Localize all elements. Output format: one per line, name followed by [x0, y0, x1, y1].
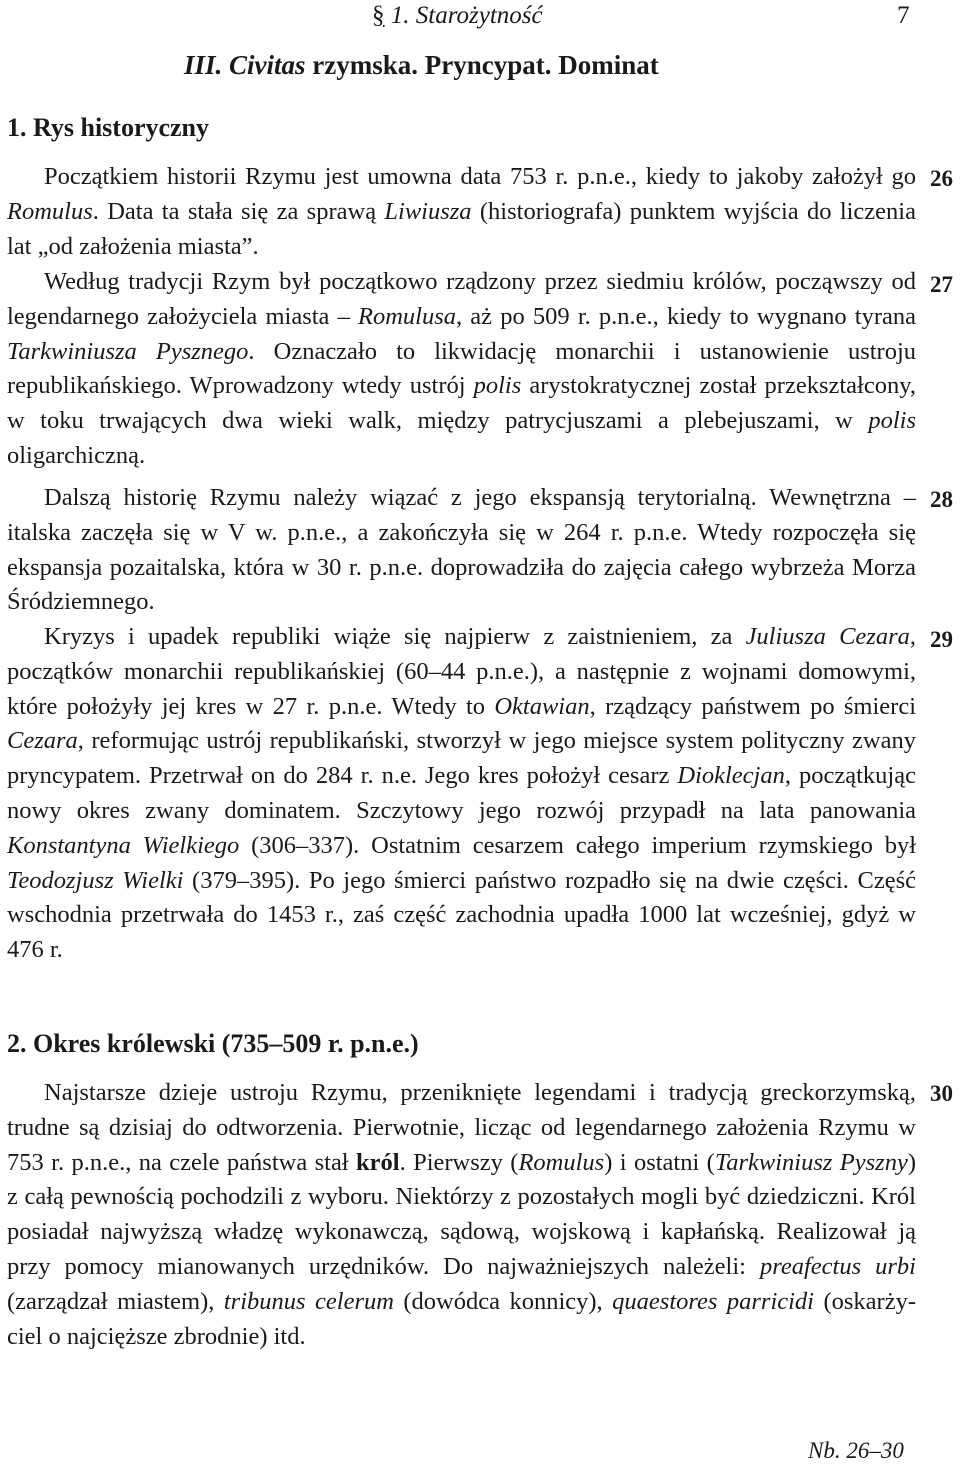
- text-run: , aż po 509 r. p.n.e., kiedy to wygnano tyrana: [456, 302, 916, 330]
- text-run: (oskarżyciel o najcięższe zbrodnie) itd.: [7, 1287, 916, 1350]
- section-symbol: §: [372, 2, 385, 29]
- chapter-title-italic: III. Civitas: [184, 50, 306, 80]
- name-tarkwiniusz: Tarkwiniusz Pyszny: [714, 1148, 908, 1176]
- paragraph-29: [7, 620, 916, 968]
- margin-number-30: 30: [930, 1081, 953, 1106]
- text-run: (dowódca konnicy),: [393, 1287, 613, 1315]
- name-dioklecjan: Dioklecjan: [677, 762, 785, 790]
- section-heading-2: 2. Okres królewski (735–509 r. p.n.e.): [7, 1029, 419, 1058]
- chapter-title-rest: rzymska. Pryncypat. Dominat: [305, 50, 659, 80]
- text-run: , początkując nowy okres zwany dominatem. Szczytowy jego rozwój przypadł na lata panowania: [7, 762, 916, 824]
- margin-number-29: 29: [930, 627, 953, 652]
- text-run: , reformując ustrój republikański, stworzył w jego miejsce system polityczny zwany pryncypatem. Przetrwał on do 284 r. n.e. Jego kres położył cesarz: [7, 727, 916, 790]
- margin-number-26: 26: [930, 166, 953, 191]
- margin-number-28: 28: [930, 487, 953, 512]
- paragraph-27: [7, 265, 916, 474]
- name-konstantyn: Konstantyna Wielkiego: [7, 831, 240, 859]
- paragraph-28: [7, 481, 916, 620]
- text-run: oligarchiczną.: [7, 441, 146, 469]
- term-preafectus-urbi: preafectus urbi: [759, 1252, 916, 1280]
- name-liwiusz: Liwiusza: [384, 197, 472, 225]
- text-run: (zarządzał miastem),: [7, 1287, 224, 1315]
- footer-margin-reference: Nb. 26–30: [808, 1438, 904, 1463]
- text-run: (historiografa) punktem wyjścia do liczenia lat „od założenia miasta”.: [7, 197, 916, 260]
- term-tribunus-celerum: tribunus celerum: [223, 1287, 394, 1315]
- name-juliusz-cezar: Juliusza Cezara: [745, 623, 910, 650]
- text-run: (306–337). Ostatnim cesarzem całego imperium rzymskiego był: [239, 831, 916, 859]
- name-romulusa: Romulusa: [358, 302, 457, 330]
- running-header-section: [372, 2, 543, 30]
- paragraph-26: [7, 160, 916, 264]
- name-oktawian: Oktawian: [494, 692, 590, 720]
- text-run: Kryzys i upadek republiki wiąże się najpierw z zaistnieniem, za: [44, 623, 746, 650]
- page-number: 7: [897, 2, 910, 29]
- text-run: ) i ostatni (: [604, 1148, 715, 1176]
- name-tarkwiniusz: Tarkwiniusza Pysznego: [7, 337, 249, 365]
- term-quaestores-parricidi: quaestores parricidi: [612, 1287, 814, 1315]
- name-cezar: Cezara: [7, 727, 78, 755]
- text-run: Najstarsze dzieje ustroju Rzymu, przeniknięte legendami i tradycją greckorzymską, trudne są dzisiaj do odtworzenia. Pierwotnie, licząc od legendarnego założenia Rzymu w 753 r. p.n.e., na czele państwa stał: [7, 1079, 916, 1176]
- text-run: (379–395). Po jego śmierci państwo rozpadło się na dwie części. Część wschodnia przetrwała do 1453 r., zaś część zachodnia upadła 1000 lat wcześniej, gdyż w 476 r.: [7, 866, 916, 964]
- text-run: . Oznaczało to likwidację monarchii i ustanowienie ustroju republikańskiego. Wprowadzony wtedy ustrój: [7, 337, 917, 400]
- text-run: arystokratycznej został przekształcony, w toku trwających dwa wieki walk, między patrycjuszami a plebejuszami, w: [7, 372, 916, 435]
- name-romulus: Romulus: [518, 1148, 605, 1176]
- text-run: . Pierwszy (: [399, 1148, 519, 1176]
- paragraph-30: [7, 1076, 916, 1354]
- text-run: , początków monarchii republikańskiej (60–44 p.n.e.), a następnie z wojnami domowymi, które położyły jej kres w 27 r. p.n.e. Wtedy to: [7, 623, 916, 720]
- text-run: Początkiem historii Rzymu jest umowna data 753 r. p.n.e., kiedy to jakoby założył go: [44, 163, 916, 190]
- name-romulus: Romulus: [7, 197, 93, 225]
- term-krol: król: [356, 1148, 400, 1176]
- section-heading-1: 1. Rys historyczny: [7, 113, 210, 142]
- term-polis: polis: [868, 407, 916, 435]
- text-run: . Data ta stała się za sprawą: [92, 197, 385, 225]
- name-teodozjusz: Teodozjusz Wielki: [7, 866, 184, 894]
- running-header-title: 1. Starożytność: [384, 2, 543, 29]
- text-run: Dalszą historię Rzymu należy wiązać z jego ekspansją terytorialną. Wewnętrzna – italska zaczęła się w V w. p.n.e., a zakończyła się w 264 r. p.n.e. Wtedy rozpoczęła się ekspansja pozaitalska, która w 30 r. p.n.e. doprowadziła do zajęcia całego wybrzeża Morza Śródziemnego.: [7, 484, 916, 616]
- chapter-title: [184, 50, 659, 81]
- text-run: Według tradycji Rzym był początkowo rządzony przez siedmiu królów, począwszy od legendarnego założyciela miasta –: [7, 268, 916, 330]
- margin-number-27: 27: [930, 272, 953, 297]
- text-run: , rządzący państwem po śmierci: [589, 692, 916, 720]
- text-run: ) z całą pewnością pochodzili z wyboru. Niektórzy z pozostałych mogli być dziedziczni. Król posiadał najwyższą władzę wykonawczą, sądową, wojskową i kapłańską. Realizował ją przy pomocy mianowanych urzędników. Do najważniejszych należeli:: [7, 1148, 916, 1280]
- term-polis: polis: [473, 372, 522, 400]
